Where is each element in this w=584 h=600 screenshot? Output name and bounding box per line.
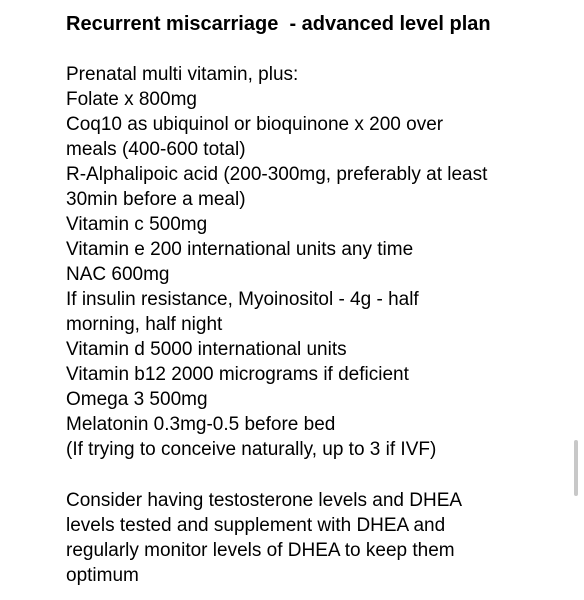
- note-line: meals (400-600 total): [66, 139, 246, 160]
- note-line: Melatonin 0.3mg-0.5 before bed: [66, 414, 336, 435]
- note-line: NAC 600mg: [66, 264, 170, 285]
- note-line: Vitamin b12 2000 micrograms if deficient: [66, 364, 409, 385]
- note-line: Vitamin c 500mg: [66, 214, 208, 235]
- note-line: R-Alphalipoic acid (200-300mg, preferably at least: [66, 164, 488, 185]
- note-line: Consider having testosterone levels and DHEA: [66, 490, 463, 511]
- note-line: morning, half night: [66, 314, 223, 335]
- note-line: Vitamin e 200 international units any time: [66, 239, 414, 260]
- spacer: [66, 462, 566, 488]
- note-line: 30min before a meal): [66, 189, 246, 210]
- closing-paragraph: [66, 488, 566, 588]
- note-line: Prenatal multi vitamin, plus:: [66, 64, 299, 85]
- note-line: regularly monitor levels of DHEA to keep them: [66, 540, 455, 561]
- note-title: Recurrent miscarriage - advanced level plan: [66, 13, 491, 35]
- note-line: Coq10 as ubiquinol or bioquinone x 200 over: [66, 114, 444, 135]
- spacer: [66, 36, 566, 62]
- note-line: If insulin resistance, Myoinositol - 4g - half: [66, 289, 419, 310]
- note-line: levels tested and supplement with DHEA and: [66, 515, 446, 536]
- note-line: optimum: [66, 565, 139, 586]
- note-body[interactable]: [66, 12, 566, 588]
- note-line: Omega 3 500mg: [66, 389, 208, 410]
- note-line: Folate x 800mg: [66, 89, 197, 110]
- supplement-list: [66, 62, 566, 462]
- note-line: (If trying to conceive naturally, up to 3 if IVF): [66, 439, 437, 460]
- scrollbar-thumb[interactable]: [574, 440, 578, 496]
- note-line: Vitamin d 5000 international units: [66, 339, 347, 360]
